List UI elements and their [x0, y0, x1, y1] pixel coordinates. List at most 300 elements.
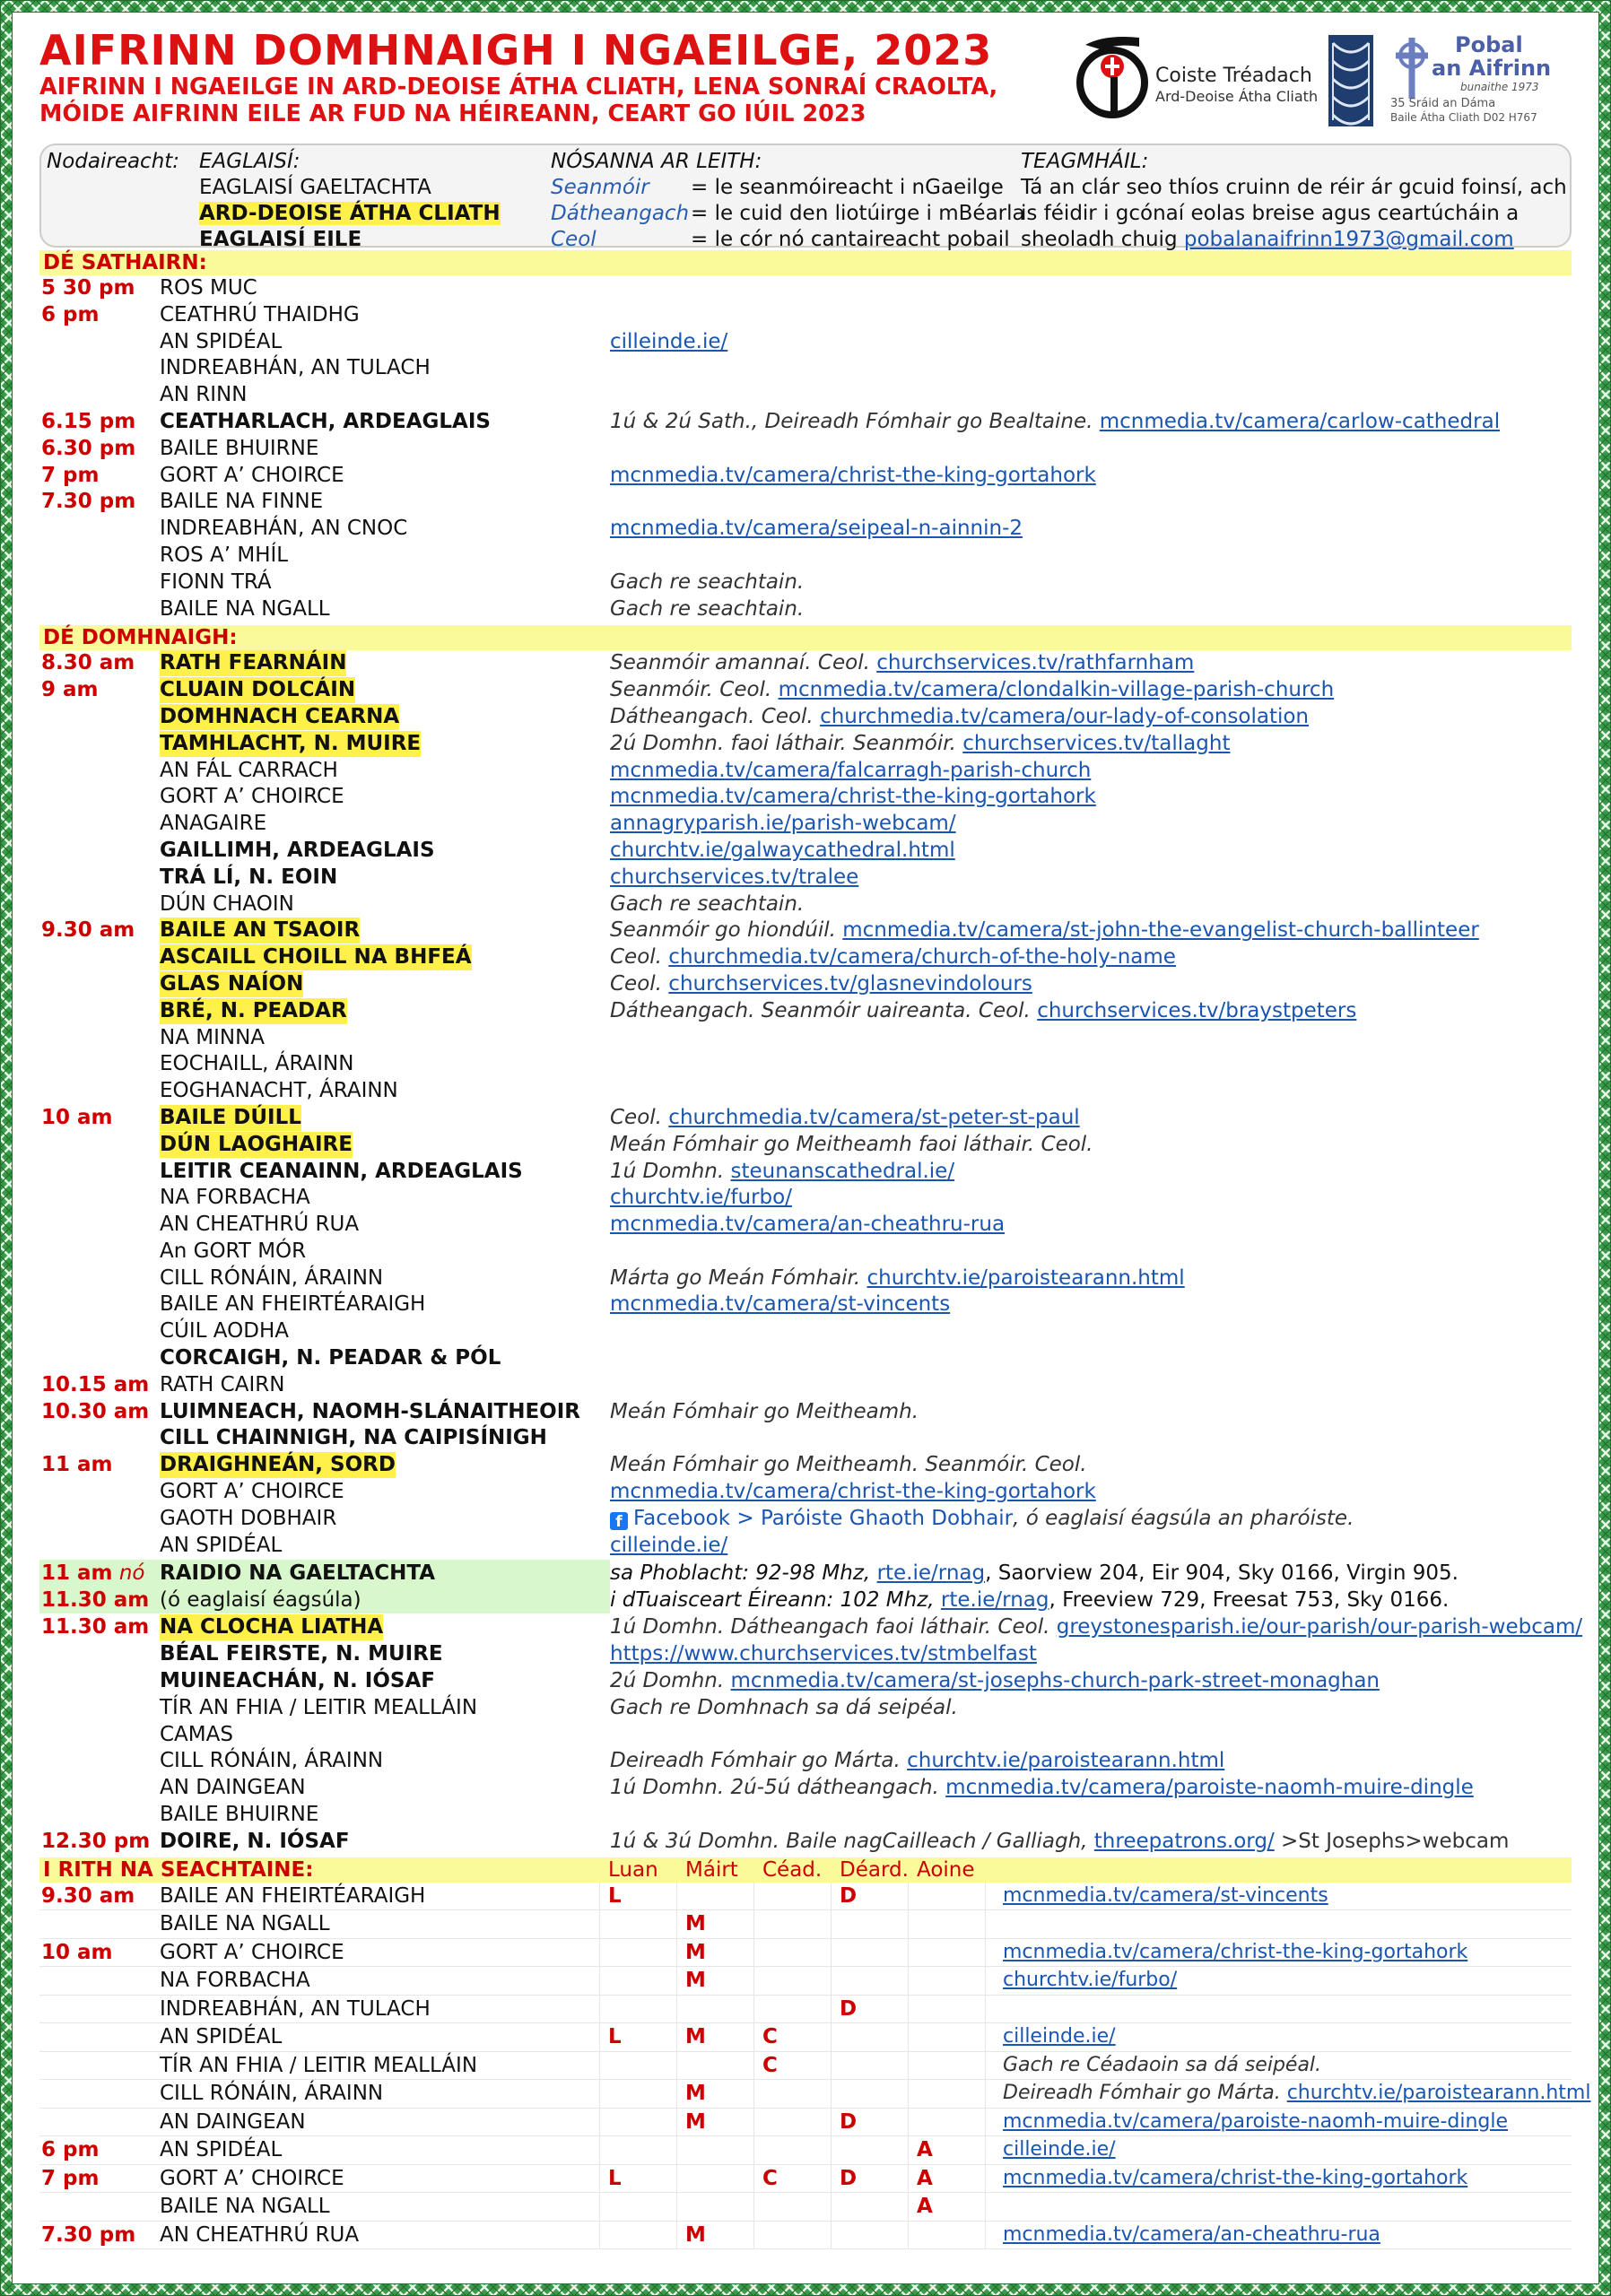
radio-time-1: 11 am [41, 1561, 113, 1586]
grid-line [599, 2193, 600, 2221]
mass-time: 10 am [41, 1940, 113, 1964]
note-text: Seanmóir. Ceol. [610, 678, 779, 702]
mass-note [1003, 2109, 1508, 2135]
grid-line [831, 1939, 832, 1967]
stream-link[interactable]: mcnmedia.tv/camera/christ-the-king-gortahork [1003, 1940, 1468, 1963]
weekday-header: Luan [608, 1857, 658, 1882]
mass-note [610, 784, 1096, 810]
church-name: NA FORBACHA [160, 1969, 310, 1993]
radio-republic: sa Phoblacht: 92-98 Mhz, [610, 1561, 877, 1586]
stream-link[interactable]: churchservices.tv/glasnevindolours [668, 971, 1032, 996]
church-name: BAILE AN FHEIRTÉARAIGH [160, 1292, 426, 1317]
church-name: ANAGAIRE [160, 812, 267, 836]
sat-row [39, 489, 1572, 516]
stream-link[interactable]: churchtv.ie/galwaycathedral.html [610, 838, 955, 862]
mass-note [610, 758, 1091, 784]
grid-line [985, 2080, 986, 2108]
grid-line [985, 1883, 986, 1910]
mass-time: 6.30 pm [41, 436, 136, 460]
legend-key-1: Seanmóir [551, 176, 649, 199]
sat-row [39, 409, 1572, 436]
grid-line [753, 1910, 754, 1938]
sat-row [39, 596, 1572, 623]
mass-note [610, 329, 727, 355]
grid-line [985, 2052, 986, 2080]
mass-note [610, 1533, 727, 1559]
radio-link-1[interactable]: rte.ie/rnag [876, 1561, 986, 1586]
weekday-mark: C [762, 2025, 778, 2049]
grid-line [831, 2165, 832, 2193]
church-name: TÍR AN FHIA / LEITIR MEALLÁIN [160, 2053, 478, 2077]
weekday-mark: M [685, 2025, 706, 2049]
weekday-row [39, 1939, 1572, 1968]
mass-note [610, 865, 858, 891]
legend-contact-head: TEAGMHÁIL: [1021, 150, 1149, 173]
weekday-row [39, 2080, 1591, 2109]
sun-row [39, 758, 1572, 785]
grid-line [676, 2052, 677, 2080]
mass-time: 9.30 am [41, 918, 135, 943]
radio-station: RAIDIO NA GAELTACHTA [160, 1561, 436, 1586]
sat-row [39, 463, 1572, 490]
grid-line [985, 2109, 986, 2136]
celtic-cross-icon [1392, 36, 1432, 100]
grid-line [831, 2109, 832, 2136]
stream-link[interactable]: threepatrons.org/ [1093, 1829, 1275, 1853]
stream-link[interactable]: mcnmedia.tv/camera/clondalkin-village-parish-church [778, 678, 1335, 702]
stream-link[interactable]: annagryparish.ie/parish-webcam/ [610, 812, 956, 836]
church-name: BAILE AN FHEIRTÉARAIGH [160, 1883, 426, 1908]
weekday-header: Máirt [685, 1857, 738, 1882]
stream-link[interactable]: mcnmedia.tv/camera/paroiste-naomh-muire-dingle [1003, 2109, 1509, 2133]
church-name: TAMHLACHT, N. MUIRE [160, 731, 422, 755]
stream-link[interactable]: mcnmedia.tv/camera/falcarragh-parish-church [610, 758, 1092, 782]
church-name: DRAIGHNEÁN, SORD [160, 1453, 396, 1477]
mass-note [610, 463, 1096, 489]
church-name: BÉAL FEIRSTE, N. MUIRE [160, 1642, 443, 1666]
grid-line [908, 2222, 909, 2249]
weekday-row [39, 2052, 1572, 2081]
weekday-row [39, 1967, 1572, 1996]
church-name: CÚIL AODHA [160, 1319, 289, 1344]
church-name: AN FÁL CARRACH [160, 758, 338, 782]
stream-link[interactable]: cilleinde.ie/ [1003, 2138, 1116, 2161]
stream-link[interactable]: mcnmedia.tv/camera/seipeal-n-ainnin-2 [610, 517, 1023, 541]
sun-row [39, 1372, 1572, 1399]
sun-row [39, 1132, 1572, 1159]
grid-line [676, 2136, 677, 2164]
facebook-link[interactable]: Facebook > Paróiste Ghaoth Dobhair [633, 1506, 1014, 1530]
grid-line [908, 1910, 909, 1938]
church-name: DOMHNACH CEARNA [160, 704, 400, 728]
radio-link-2[interactable]: rte.ie/rnag [940, 1588, 1049, 1613]
church-name: AN SPIDÉAL [160, 329, 283, 353]
stream-link[interactable]: mcnmedia.tv/camera/st-josephs-church-park-street-monaghan [730, 1669, 1380, 1693]
sun-row [39, 811, 1572, 838]
mass-time: 10.30 am [41, 1399, 150, 1423]
weekday-mark: M [685, 2109, 706, 2134]
weekday-mark: M [685, 2222, 706, 2247]
note-text: Gach re seachtain. [610, 570, 805, 594]
sun-row [39, 1533, 1572, 1560]
weekday-row [39, 1883, 1572, 1911]
mass-note [610, 650, 1194, 676]
grid-line [831, 2052, 832, 2080]
grid-line [908, 2080, 909, 2108]
mass-note [1003, 2052, 1321, 2079]
note-text: Meán Fómhair go Meitheamh. [610, 1399, 919, 1423]
weekday-mark: A [917, 2195, 933, 2219]
weekday-row [39, 2222, 1572, 2250]
sun2-row [39, 1775, 1572, 1802]
mass-note [610, 998, 1356, 1024]
church-name: GAILLIMH, ARDEAGLAIS [160, 838, 435, 862]
logos [1069, 30, 1572, 131]
legend-churches-head: EAGLAISÍ: [199, 150, 300, 173]
radio-north-channels: , Freeview 729, Freesat 753, Sky 0166. [1049, 1588, 1450, 1613]
weekday-mark: L [608, 1883, 622, 1908]
church-name: BAILE AN TSAOIR [160, 918, 361, 943]
mass-note [610, 944, 1176, 970]
sat-row [39, 302, 1572, 329]
mass-time: 11.30 am [41, 1615, 150, 1639]
weekday-mark: D [840, 2166, 858, 2190]
stream-link[interactable]: churchservices.tv/tralee [610, 865, 859, 889]
church-name: CEATHARLACH, ARDEAGLAIS [160, 409, 491, 433]
grid-line [831, 1967, 832, 1995]
stream-link[interactable]: mcnmedia.tv/camera/christ-the-king-gortahork [610, 1480, 1096, 1504]
grid-line [599, 2222, 600, 2249]
facebook-note: , ó eaglaisí éagsúla an pharóiste. [1013, 1506, 1354, 1530]
mass-note [610, 811, 956, 837]
sun-row [39, 1479, 1572, 1506]
grid-line [753, 1883, 754, 1910]
section-saturday: DÉ SATHAIRN: [39, 250, 1572, 275]
mass-time: 6 pm [41, 302, 100, 326]
contact-email-link[interactable]: pobalanaifrinn1973@gmail.com [1183, 228, 1514, 251]
note-text: Dátheangach. Ceol. [610, 704, 821, 728]
grid-line [985, 2222, 986, 2249]
grid-line [599, 2080, 600, 2108]
sun2-row [39, 1829, 1572, 1856]
church-name: ROS A’ MHÍL [160, 543, 289, 567]
mass-note [610, 1614, 1582, 1640]
sun-row [39, 731, 1572, 758]
weekday-row [39, 1910, 1572, 1939]
church-name: RATH FEARNÁIN [160, 651, 347, 675]
note-text: Dátheangach. Seanmóir uaireanta. Ceol. [610, 998, 1038, 1022]
note-text: Gach re Domhnach sa dá seipéal. [610, 1695, 958, 1719]
grid-line [908, 1996, 909, 2023]
radio-north: i dTuaisceart Éireann: 102 Mhz, [610, 1588, 941, 1613]
sun-row [39, 891, 1572, 918]
weekday-mark: A [917, 2138, 933, 2162]
stream-link[interactable]: churchmedia.tv/camera/church-of-the-holy-name [668, 945, 1176, 970]
grid-line [676, 1883, 677, 1910]
church-name: BAILE DÚILL [160, 1105, 301, 1129]
mass-note [610, 1292, 950, 1318]
page-header [39, 27, 1572, 138]
legend-contact [1021, 149, 1567, 253]
church-name: AN SPIDÉAL [160, 2025, 283, 2049]
grid-line [753, 1939, 754, 1967]
stream-link[interactable]: mcnmedia.tv/camera/christ-the-king-gortahork [1003, 2166, 1468, 2189]
sun-row [39, 918, 1572, 944]
sat-row [39, 570, 1572, 596]
weekday-mark: D [840, 1883, 858, 1908]
sun2-row [39, 1722, 1572, 1749]
sun-row [39, 1078, 1572, 1105]
church-name: An GORT MÓR [160, 1239, 307, 1263]
note-text: 1ú & 2ú Sath., Deireadh Fómhair go Bealtaine. [610, 409, 1100, 433]
sun-row [39, 998, 1572, 1025]
stream-link[interactable]: churchservices.tv/rathfarnham [876, 651, 1195, 675]
grid-line [676, 1939, 677, 1967]
stream-link[interactable]: mcnmedia.tv/camera/paroiste-naomh-muire-dingle [945, 1776, 1474, 1800]
stream-link[interactable]: https://www.churchservices.tv/stmbelfast [610, 1642, 1037, 1666]
sun2-row [39, 1695, 1572, 1722]
mass-note [610, 1641, 1037, 1667]
radio-republic-channels: , Saorview 204, Eir 904, Sky 0166, Virgin 905. [985, 1561, 1459, 1586]
grid-line [676, 2222, 677, 2249]
sun2-row [39, 1668, 1572, 1695]
grid-line [985, 1967, 986, 1995]
saturday-list [39, 275, 1572, 622]
legend-contact-line-2: is féidir i gcónaí eolas breise agus ceartúcháin a [1021, 202, 1520, 225]
grid-line [908, 1883, 909, 1910]
grid-line [753, 2165, 754, 2193]
sun-row [39, 1345, 1572, 1372]
sun-row [39, 1425, 1572, 1452]
grid-line [908, 2193, 909, 2221]
church-name: AN DAINGEAN [160, 2109, 306, 2134]
sun-row [39, 1506, 1572, 1533]
church-name: CAMAS [160, 1722, 233, 1746]
church-name: AN CHEATHRÚ RUA [160, 2222, 360, 2247]
grid-line [753, 1996, 754, 2023]
facebook-icon: f [610, 1512, 628, 1530]
legend-label: Nodaireacht: [47, 150, 180, 173]
mass-note [610, 1829, 1509, 1855]
mass-note [610, 1452, 1087, 1478]
grid-line [831, 2193, 832, 2221]
church-name: CILL RÓNÁIN, ÁRAINN [160, 1749, 384, 1773]
church-name: MUINEACHÁN, N. IÓSAF [160, 1669, 435, 1693]
grid-line [831, 1996, 832, 2023]
weekday-row [39, 2023, 1572, 2052]
grid-line [831, 1883, 832, 1910]
note-text: 2ú Domhn. faoi láthair. Seanmóir. [610, 731, 963, 755]
church-name: BAILE NA NGALL [160, 2195, 330, 2219]
legend-dublin-archdiocese: ARD-DEOISE ÁTHA CLIATH [199, 202, 501, 225]
note-text: 2ú Domhn. [610, 1669, 731, 1693]
sun2-row [39, 1641, 1572, 1668]
mass-time: 8.30 am [41, 651, 135, 675]
sat-row [39, 543, 1572, 570]
stream-link[interactable]: mcnmedia.tv/camera/st-john-the-evangelist-church-ballinteer [842, 918, 1479, 943]
stream-link[interactable]: cilleinde.ie/ [610, 1533, 728, 1557]
pobal-address-1: 35 Sráid an Dáma [1390, 97, 1496, 110]
grid-line [831, 2136, 832, 2164]
mass-note [610, 596, 804, 622]
stream-link[interactable]: cilleinde.ie/ [1003, 2025, 1116, 2048]
church-name: FIONN TRÁ [160, 570, 272, 594]
mass-note [610, 1265, 1185, 1292]
stream-link[interactable]: churchmedia.tv/camera/our-lady-of-consolation [820, 704, 1310, 728]
church-name: NA FORBACHA [160, 1186, 310, 1210]
weekday-mark: M [685, 2082, 706, 2106]
grid-line [831, 1910, 832, 1938]
mass-note [610, 971, 1032, 997]
stream-link[interactable]: cilleinde.ie/ [610, 329, 728, 353]
church-name: DÚN CHAOIN [160, 891, 294, 916]
mass-note [610, 1748, 1224, 1774]
note-text: 1ú & 3ú Domhn. Baile nagCailleach / Galliagh, [610, 1829, 1094, 1853]
church-name: CILL CHAINNIGH, NA CAIPISÍNIGH [160, 1426, 547, 1450]
mass-note [1003, 2080, 1590, 2107]
sat-row [39, 516, 1572, 543]
church-name: DÚN LAOGHAIRE [160, 1132, 353, 1156]
sunday-list [39, 650, 1572, 1559]
stream-link[interactable]: mcnmedia.tv/camera/st-vincents [1003, 1883, 1328, 1907]
sun2-row [39, 1614, 1583, 1641]
weekday-mark: D [840, 2109, 858, 2134]
weekday-row [39, 2136, 1572, 2165]
church-name: INDREABHÁN, AN CNOC [160, 517, 408, 541]
stream-link[interactable]: mcnmedia.tv/camera/christ-the-king-gortahork [610, 785, 1096, 809]
legend-gaeltacht: EAGLAISÍ GAELTACHTA [199, 176, 431, 199]
stream-link[interactable]: churchtv.ie/furbo/ [1003, 1969, 1178, 1992]
radio-block [39, 1559, 1572, 1614]
stream-link[interactable]: mcnmedia.tv/camera/st-vincents [610, 1292, 951, 1317]
stream-link[interactable]: mcnmedia.tv/camera/an-cheathru-rua [610, 1213, 1006, 1237]
radio-time-2: 11.30 am [41, 1588, 150, 1613]
church-name: CILL RÓNÁIN, ÁRAINN [160, 1265, 384, 1290]
weekday-mark: L [608, 2166, 622, 2190]
church-name: AN RINN [160, 383, 248, 407]
legend-key-2: Dátheangach [551, 202, 690, 225]
page-subtitle-2: MÓIDE AIFRINN EILE AR FUD NA HÉIREANN, CEART GO IÚIL 2023 [39, 100, 866, 127]
church-name: TRÁ LÍ, N. EOIN [160, 865, 338, 889]
sun-row [39, 971, 1572, 998]
church-name: LEITIR CEANAINN, ARDEAGLAIS [160, 1159, 523, 1183]
church-name: EOGHANACHT, ÁRAINN [160, 1079, 398, 1103]
sun-row [39, 1292, 1572, 1318]
church-name: CLUAIN DOLCÁIN [160, 678, 356, 702]
stream-link[interactable]: greystonesparish.ie/our-parish/our-parish-webcam/ [1056, 1615, 1583, 1639]
stream-link[interactable]: churchservices.tv/braystpeters [1037, 998, 1357, 1022]
mass-time: 7 pm [41, 2166, 100, 2190]
sat-row [39, 382, 1572, 409]
grid-line [599, 1883, 600, 1910]
sun-row [39, 865, 1572, 891]
grid-line [753, 2193, 754, 2221]
grid-line [908, 2109, 909, 2136]
knotwork-emblem [1328, 34, 1374, 127]
grid-line [599, 1939, 600, 1967]
church-name: LUIMNEACH, NAOMH-SLÁNAITHEOIR [160, 1399, 580, 1423]
mass-note [610, 891, 804, 918]
weekdays-title: I RITH NA SEACHTAINE: [43, 1857, 314, 1882]
grid-line [676, 2109, 677, 2136]
stream-link[interactable]: churchmedia.tv/camera/st-peter-st-paul [668, 1105, 1080, 1129]
sun-row [39, 650, 1572, 677]
church-name: BAILE BHUIRNE [160, 436, 319, 460]
weekday-mark: C [762, 2053, 778, 2077]
sun-row [39, 944, 1572, 971]
mass-note [610, 731, 1230, 757]
legend-key-3: Ceol [551, 228, 597, 251]
radio-or: nó [118, 1561, 145, 1586]
grid-line [753, 2136, 754, 2164]
note-text: Seanmóir go hiondúil. [610, 918, 843, 943]
grid-line [753, 2222, 754, 2249]
grid-line [985, 2193, 986, 2221]
church-name: GORT A’ CHOIRCE [160, 2166, 344, 2190]
grid-line [985, 2136, 986, 2164]
grid-line [985, 1939, 986, 1967]
stream-link[interactable]: steunanscathedral.ie/ [730, 1159, 955, 1183]
grid-line [985, 2165, 986, 2193]
weekday-row [39, 2193, 1572, 2222]
grid-line [753, 2080, 754, 2108]
grid-line [985, 2023, 986, 2051]
church-name: BAILE NA FINNE [160, 490, 324, 514]
church-name: ROS MUC [160, 276, 257, 300]
section-sunday: DÉ DOMHNAIGH: [39, 625, 1572, 650]
mass-note [1003, 2165, 1467, 2192]
note-text: 1ú Domhn. 2ú-5ú dátheangach. [610, 1776, 946, 1800]
section-weekdays [39, 1857, 1572, 1883]
page-subtitle-1: AIFRINN I NGAEILGE IN ARD-DEOISE ÁTHA CLIATH, LENA SONRAÍ CRAOLTA, [39, 74, 998, 100]
stream-link[interactable]: churchtv.ie/paroistearann.html [1286, 2082, 1591, 2105]
note-text: Ceol. [610, 971, 669, 996]
grid-line [985, 1910, 986, 1938]
mass-note [1003, 1967, 1177, 1994]
stream-link[interactable]: mcnmedia.tv/camera/an-cheathru-rua [1003, 2222, 1380, 2246]
pobal-name-1: Pobal [1455, 32, 1523, 57]
church-name: AN SPIDÉAL [160, 2138, 283, 2162]
note-text: Márta go Meán Fómhair. [610, 1265, 867, 1290]
stream-link[interactable]: churchtv.ie/furbo/ [610, 1186, 792, 1210]
stream-link[interactable]: churchtv.ie/paroistearann.html [866, 1265, 1185, 1290]
grid-line [676, 1910, 677, 1938]
weekday-mark: L [608, 2025, 622, 2049]
church-name: BAILE BHUIRNE [160, 1803, 319, 1827]
sun2-row [39, 1748, 1572, 1775]
sun-row [39, 838, 1572, 865]
stream-link[interactable]: churchservices.tv/tallaght [962, 731, 1231, 755]
page-title: AIFRINN DOMHNAIGH I NGAEILGE, 2023 [39, 26, 993, 74]
note-suffix: >St Josephs>webcam [1274, 1829, 1510, 1853]
stream-link[interactable]: mcnmedia.tv/camera/christ-the-king-gortahork [610, 463, 1096, 487]
church-name: GORT A’ CHOIRCE [160, 785, 344, 809]
mass-note [610, 1775, 1474, 1801]
mass-note [1003, 1883, 1328, 1909]
grid-line [676, 2023, 677, 2051]
church-name: AN CHEATHRÚ RUA [160, 1213, 360, 1237]
grid-line [599, 2136, 600, 2164]
grid-line [908, 2052, 909, 2080]
weekday-row [39, 2165, 1572, 2194]
stream-link[interactable]: mcnmedia.tv/camera/carlow-cathedral [1099, 409, 1501, 433]
mass-note [610, 1159, 954, 1185]
legend-churches [199, 149, 501, 253]
weekday-row [39, 2109, 1572, 2137]
mass-note [610, 1185, 792, 1211]
stream-link[interactable]: churchtv.ie/paroistearann.html [907, 1749, 1225, 1773]
legend-customs-head: NÓSANNA AR LEITH: [551, 150, 762, 173]
